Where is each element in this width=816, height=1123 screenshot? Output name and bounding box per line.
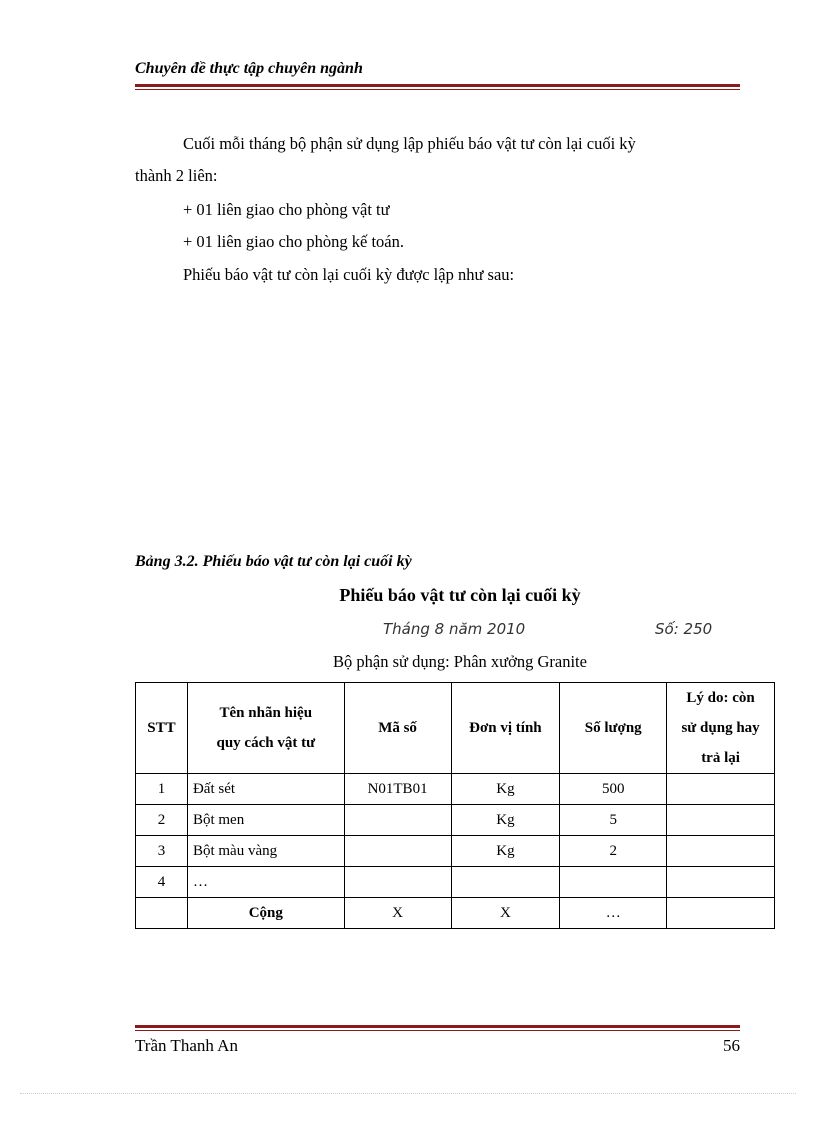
row-unit: [451, 867, 560, 898]
total-code: X: [344, 898, 451, 929]
row-code: N01TB01: [344, 774, 451, 805]
row-quantity: 500: [560, 774, 667, 805]
header-material-name-line2: quy cách vật tư: [216, 735, 316, 751]
paragraph-line-3: Phiếu báo vật tư còn lại cuối kỳ được lập như sau:: [183, 265, 515, 284]
row-reason: [667, 805, 775, 836]
row-name: …: [187, 867, 344, 898]
row-unit: Kg: [451, 774, 560, 805]
header-reason-line2: sử dụng hay: [681, 720, 760, 736]
row-name: Bột màu vàng: [187, 836, 344, 867]
total-quantity: …: [560, 898, 667, 929]
row-stt: 3: [136, 836, 188, 867]
header-material-name-line1: Tên nhãn hiệu: [219, 705, 313, 721]
row-quantity: [560, 867, 667, 898]
row-unit: Kg: [451, 805, 560, 836]
header-reason-line3: trả lại: [701, 750, 740, 766]
total-label: Cộng: [187, 898, 344, 929]
row-quantity: 5: [560, 805, 667, 836]
total-unit: X: [451, 898, 560, 929]
bullet-item-1: + 01 liên giao cho phòng vật tư: [183, 200, 390, 219]
form-department: Bộ phận sử dụng: Phân xưởng Granite: [333, 652, 587, 671]
paragraph-line-1: Cuối mỗi tháng bộ phận sử dụng lập phiếu báo vật tư còn lại cuối kỳ: [183, 134, 636, 153]
header-reason: [667, 683, 775, 774]
form-title: Phiếu báo vật tư còn lại cuối kỳ: [339, 585, 581, 605]
table-caption: Bảng 3.2. Phiếu báo vật tư còn lại cuối kỳ: [135, 553, 412, 570]
row-stt: 2: [136, 805, 188, 836]
row-stt: 4: [136, 867, 188, 898]
row-stt: 1: [136, 774, 188, 805]
running-header-title: Chuyên đề thực tập chuyên ngành: [135, 60, 363, 77]
row-code: [344, 805, 451, 836]
footer-rule: [135, 1025, 740, 1031]
page-number: 56: [723, 1036, 740, 1055]
row-code: [344, 836, 451, 867]
row-code: [344, 867, 451, 898]
header-stt: STT: [136, 683, 188, 774]
table-row: [136, 805, 775, 836]
row-reason: [667, 836, 775, 867]
header-unit: Đơn vị tính: [451, 683, 560, 774]
header-rule: [135, 84, 740, 90]
row-quantity: 2: [560, 836, 667, 867]
header-quantity: Số lượng: [560, 683, 667, 774]
bullet-item-2: + 01 liên giao cho phòng kế toán.: [183, 232, 405, 251]
row-name: Đất sét: [187, 774, 344, 805]
row-reason: [667, 774, 775, 805]
total-stt: [136, 898, 188, 929]
table-row: [136, 836, 775, 867]
footer-author: Trần Thanh An: [135, 1036, 238, 1055]
table-total-row: [136, 898, 775, 929]
total-reason: [667, 898, 775, 929]
form-month: Tháng 8 năm 2010: [383, 620, 526, 638]
table-row: [136, 867, 775, 898]
table-header-row: [136, 683, 775, 774]
header-reason-line1: Lý do: còn: [686, 690, 755, 706]
table-row: [136, 774, 775, 805]
row-name: Bột men: [187, 805, 344, 836]
paragraph-line-2: thành 2 liên:: [135, 166, 218, 185]
page-edge-divider: [20, 1093, 796, 1094]
row-reason: [667, 867, 775, 898]
materials-table: [135, 682, 775, 929]
row-unit: Kg: [451, 836, 560, 867]
header-code: Mã số: [344, 683, 451, 774]
header-material-name: [187, 683, 344, 774]
form-number: Số: 250: [655, 620, 713, 638]
